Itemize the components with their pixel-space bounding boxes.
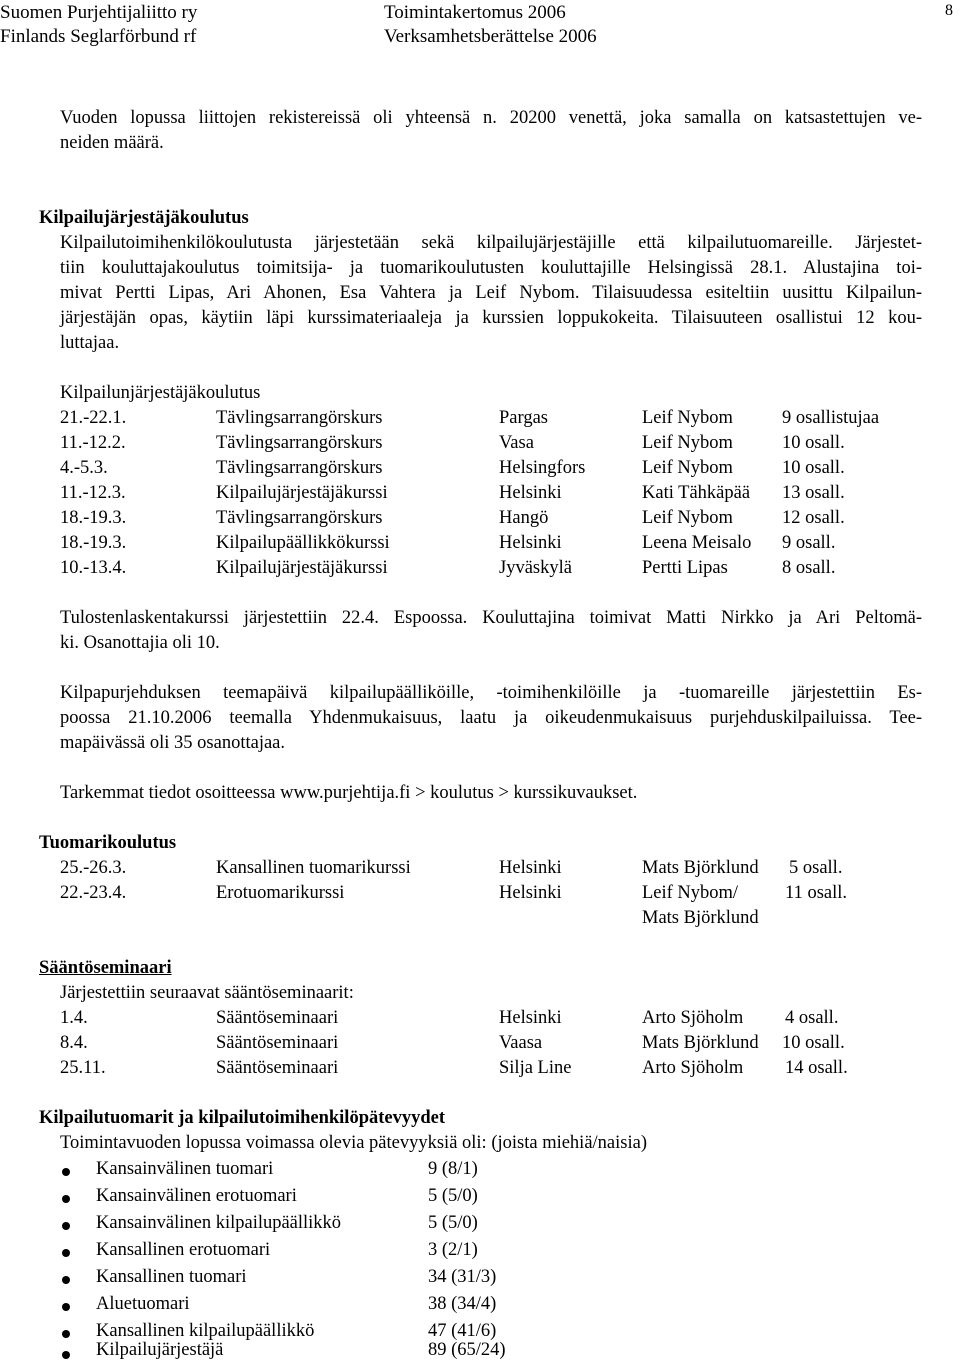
cell-place: Vasa [499,433,534,453]
qualification-label: Aluetuomari [96,1294,190,1314]
cell-date: 8.4. [60,1033,88,1053]
cell-date: 25.11. [60,1058,106,1078]
paragraph-line: mivat Pertti Lipas, Ari Ahonen, Esa Vahtera ja Leif Nybom. Tilaisuudessa esiteltiin uusittu Kilpailun- [60,283,922,303]
cell-course: Kilpailupäällikkökurssi [216,533,390,553]
bullet-icon [62,1195,70,1203]
cell-course: Kilpailujärjestäjäkurssi [216,483,388,503]
more-info-text: Tarkemmat tiedot osoitteessa www.purjehtija.fi > koulutus > kurssikuvaukset. [60,783,638,803]
cell-count: 12 osall. [782,508,845,528]
cell-count: 10 osall. [782,433,845,453]
cell-place: Helsinki [499,858,562,878]
section-heading-patevyydet: Kilpailutuomarit ja kilpailutoimihenkilöpätevyydet [39,1108,446,1128]
cell-date: 1.4. [60,1008,88,1028]
qualification-label: Kansainvälinen tuomari [96,1159,274,1179]
qualification-label: Kansallinen kilpailupäällikkö [96,1321,315,1341]
qualification-value: 47 (41/6) [428,1321,497,1341]
cell-date: 10.-13.4. [60,558,127,578]
intro-line-2: neiden määrä. [60,133,164,153]
section-heading-tuomari: Tuomarikoulutus [39,833,177,853]
cell-course: Tävlingsarrangörskurs [216,433,383,453]
cell-trainer: Arto Sjöholm [642,1058,744,1078]
cell-count: 10 osall. [782,1033,845,1053]
cell-course: Sääntöseminaari [216,1058,339,1078]
cell-date: 4.-5.3. [60,458,108,478]
cell-course: Kilpailujärjestäjäkurssi [216,558,388,578]
table-title: Kilpailunjärjestäjäkoulutus [60,383,261,403]
cell-trainer: Mats Björklund [642,858,759,878]
cell-course: Tävlingsarrangörskurs [216,508,383,528]
cell-trainer: Mats Björklund [642,1033,759,1053]
cell-course: Erotuomarikurssi [216,883,345,903]
bullet-icon [62,1330,70,1338]
qualification-value: 5 (5/0) [428,1186,478,1206]
saanto-intro: Järjestettiin seuraavat sääntöseminaarit: [60,983,354,1003]
header-report-fi: Toimintakertomus 2006 [384,2,566,23]
paragraph-line: ki. Osanottajia oli 10. [60,633,220,653]
bullet-icon [62,1351,70,1359]
cell-trainer: Leif Nybom [642,408,733,428]
bullet-icon [62,1249,70,1257]
qualification-value: 3 (2/1) [428,1240,478,1260]
cell-course: Tävlingsarrangörskurs [216,408,383,428]
cell-count: 9 osallistujaa [782,408,880,428]
bullet-icon [62,1222,70,1230]
cell-count: 5 osall. [789,858,843,878]
paragraph-line: Kilpapurjehduksen teemapäivä kilpailupäälliköille, -toimihenkilöille ja -tuomareille järjestettiin Es- [60,683,922,703]
section-heading-kilpailujarjestaja: Kilpailujärjestäjäkoulutus [39,208,249,228]
bullet-icon [62,1303,70,1311]
cell-place: Vaasa [499,1033,543,1053]
cell-trainer-continued: Mats Björklund [642,908,759,928]
patevyydet-intro: Toimintavuoden lopussa voimassa olevia pätevyyksiä oli: (joista miehiä/naisia) [60,1133,647,1153]
page-number: 8 [945,2,953,19]
cell-course: Sääntöseminaari [216,1033,339,1053]
qualification-label: Kansallinen erotuomari [96,1240,271,1260]
cell-place: Helsingfors [499,458,586,478]
paragraph-line: poossa 21.10.2006 teemalla Yhdenmukaisuus, laatu ja oikeudenmukaisuus purjehduskilpailuissa. Tee- [60,708,922,728]
cell-place: Helsinki [499,483,562,503]
cell-date: 18.-19.3. [60,533,127,553]
qualification-label: Kansainvälinen kilpailupäällikkö [96,1213,342,1233]
qualification-value: 9 (8/1) [428,1159,478,1179]
paragraph-line: mapäivässä oli 35 osanottajaa. [60,733,286,753]
cell-count: 4 osall. [785,1008,839,1028]
qualification-value: 38 (34/4) [428,1294,497,1314]
qualification-value: 34 (31/3) [428,1267,497,1287]
paragraph-line: tiin kouluttajakoulutus toimitsija- ja tuomarikoulutusten kouluttajille Helsingissä 28.1. Alustajina toi- [60,258,922,278]
cell-date: 21.-22.1. [60,408,127,428]
paragraph-line: luttajaa. [60,333,120,353]
cell-trainer: Pertti Lipas [642,558,728,578]
bullet-icon [62,1276,70,1284]
cell-trainer: Leif Nybom [642,508,733,528]
intro-line-1: Vuoden lopussa liittojen rekistereissä oli yhteensä n. 20200 venettä, joka samalla on katsastettujen ve- [60,108,922,128]
paragraph-line: Kilpailutoimihenkilökoulutusta järjestetään sekä kilpailujärjestäjille että kilpailutuomareille. Järjestet- [60,233,922,253]
cell-trainer: Leif Nybom [642,433,733,453]
cell-course: Sääntöseminaari [216,1008,339,1028]
cell-count: 9 osall. [782,533,836,553]
cell-place: Silja Line [499,1058,572,1078]
cell-trainer: Kati Tähkäpää [642,483,751,503]
qualification-label: Kansainvälinen erotuomari [96,1186,297,1206]
paragraph-line: järjestäjän opas, käytiin läpi kurssimateriaaleja ja kurssien loppukokeita. Tilaisuuteen osallistui 12 kou- [60,308,922,328]
header-org-sv: Finlands Seglarförbund rf [0,26,197,47]
cell-place: Helsinki [499,883,562,903]
cell-trainer: Arto Sjöholm [642,1008,744,1028]
cell-date: 18.-19.3. [60,508,127,528]
cell-trainer: Leif Nybom/ [642,883,739,903]
header-report-sv: Verksamhetsberättelse 2006 [384,26,597,47]
cell-count: 13 osall. [782,483,845,503]
cell-trainer: Leif Nybom [642,458,733,478]
cell-date: 22.-23.4. [60,883,127,903]
qualification-label: Kansallinen tuomari [96,1267,247,1287]
cell-place: Helsinki [499,1008,562,1028]
qualification-label: Kilpailujärjestäjä [96,1340,224,1360]
cell-course: Kansallinen tuomarikurssi [216,858,411,878]
cell-place: Hangö [499,508,549,528]
cell-date: 11.-12.2. [60,433,126,453]
section-heading-saanto: Sääntöseminaari [39,958,172,978]
cell-count: 14 osall. [785,1058,848,1078]
cell-date: 25.-26.3. [60,858,127,878]
cell-date: 11.-12.3. [60,483,126,503]
cell-place: Pargas [499,408,548,428]
cell-place: Helsinki [499,533,562,553]
cell-count: 10 osall. [782,458,845,478]
cell-course: Tävlingsarrangörskurs [216,458,383,478]
cell-count: 8 osall. [782,558,836,578]
qualification-value: 5 (5/0) [428,1213,478,1233]
cell-count: 11 osall. [785,883,848,903]
cell-trainer: Leena Meisalo [642,533,752,553]
paragraph-line: Tulostenlaskentakurssi järjestettiin 22.4. Espoossa. Kouluttajina toimivat Matti Nirkko ja Ari Peltomä- [60,608,922,628]
cell-place: Jyväskylä [499,558,572,578]
bullet-icon [62,1168,70,1176]
header-org-fi: Suomen Purjehtijaliitto ry [0,2,198,23]
qualification-value: 89 (65/24) [428,1340,506,1360]
